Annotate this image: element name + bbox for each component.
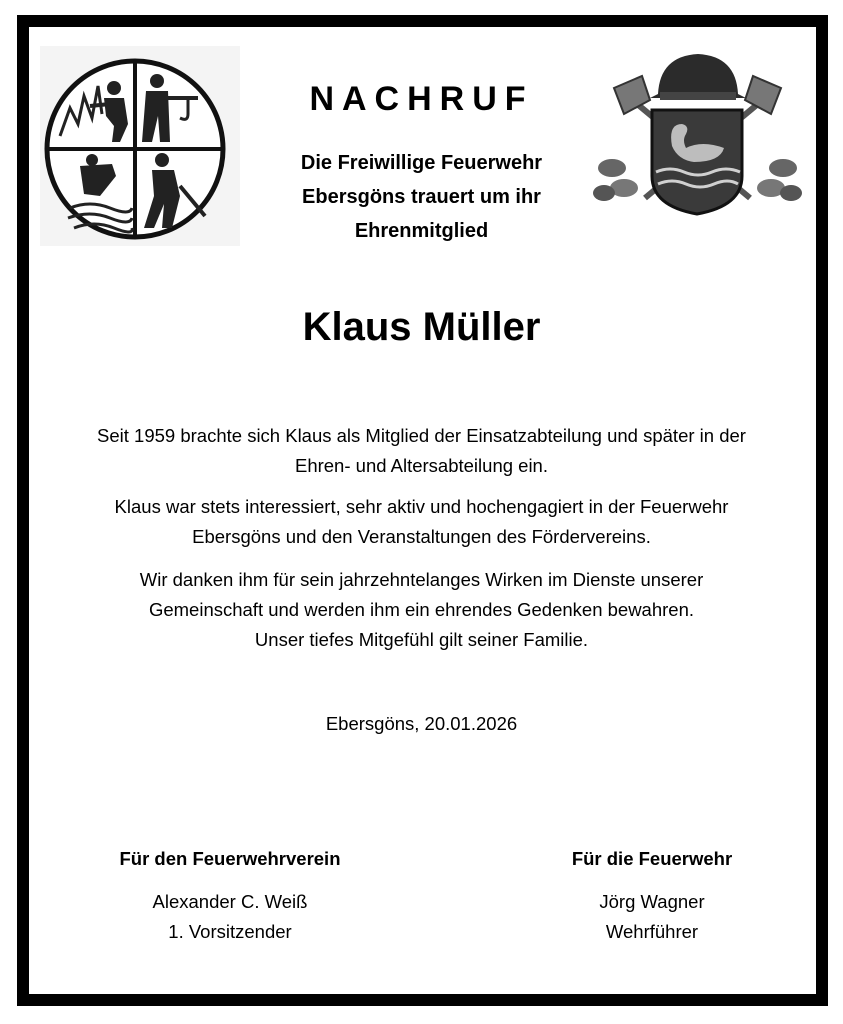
- municipal-coat-of-arms-icon: [590, 48, 805, 218]
- paragraph-line: Ebersgöns und den Veranstaltungen des Fördervereins.: [192, 526, 651, 547]
- signature-heading: Für die Feuerwehr: [571, 848, 733, 869]
- body-paragraph: [35, 421, 808, 481]
- paragraph-line: Seit 1959 brachte sich Klaus als Mitglied der Einsatzabteilung und später in der: [97, 425, 746, 446]
- intro-line: Die Freiwillige Feuerwehr: [300, 152, 543, 174]
- intro-text: [240, 146, 603, 248]
- paragraph-line: Gemeinschaft und werden ihm ein ehrendes Gedenken bewahren.: [148, 599, 695, 620]
- place-date: Ebersgöns, 20.01.2026: [325, 713, 518, 734]
- deceased-name: Klaus Müller: [302, 305, 541, 349]
- signature-block-feuerwehr: [482, 844, 822, 947]
- paragraph-line: Klaus war stets interessiert, sehr aktiv und hochengagiert in der Feuerwehr: [114, 496, 729, 517]
- signature-block-verein: [60, 844, 400, 947]
- intro-line: Ehrenmitglied: [354, 220, 489, 242]
- page-title: NACHRUF: [309, 80, 534, 118]
- signature-role: Wehrführer: [605, 921, 699, 942]
- signature-name: Jörg Wagner: [599, 891, 705, 912]
- signature-name: Alexander C. Weiß: [152, 891, 308, 912]
- paragraph-line: Ehren- und Altersabteilung ein.: [294, 455, 548, 476]
- intro-line: Ebersgöns trauert um ihr: [302, 186, 541, 208]
- body-paragraph: [35, 492, 808, 552]
- signature-heading: Für den Feuerwehrverein: [119, 848, 341, 869]
- paragraph-line: Wir danken ihm für sein jahrzehntelanges Wirken im Dienste unserer: [139, 569, 704, 590]
- paragraph-line: Unser tiefes Mitgefühl gilt seiner Familie.: [254, 629, 589, 650]
- signature-role: 1. Vorsitzender: [168, 921, 292, 942]
- fire-brigade-emblem-icon: [40, 46, 240, 246]
- body-paragraph: [35, 565, 808, 655]
